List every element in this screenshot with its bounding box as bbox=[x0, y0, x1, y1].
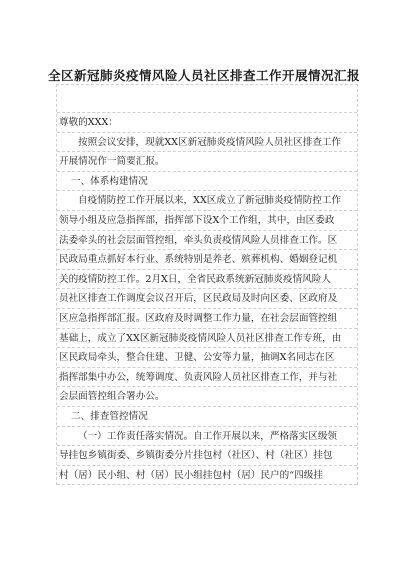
paragraph-line: 区民政局牵头，整合住建、卫健、公安等力量，抽调X名同志在区 bbox=[57, 348, 357, 368]
paragraph-line: 法委牵头的社会层面管控组，牵头负责疫情风险人员排查工作。区 bbox=[57, 231, 357, 251]
paragraph-line: 领导小组及应急指挥部，指挥部下设X个工作组，其中，由区委政 bbox=[57, 211, 357, 231]
salutation: 尊敬的XXX： bbox=[57, 113, 357, 133]
document-body bbox=[56, 84, 358, 485]
document-title: 全区新冠肺炎疫情风险人员社区排查工作开展情况汇报 bbox=[47, 68, 360, 83]
paragraph-line: 开展情况作一简要汇报。 bbox=[57, 152, 357, 172]
paragraph-line: 区应急指挥部汇报。区政府及时调整工作力量，在社会层面管控组 bbox=[57, 309, 357, 329]
paragraph-line: 会层面管控组合署办公。 bbox=[57, 387, 357, 407]
paragraph-line: 员社区排查工作调度会议召开后，区民政局及时向区委、区政府及 bbox=[57, 289, 357, 309]
paragraph-line: 村（居）民小组、村（居）民小组挂包村（居）民户的“四级挂 bbox=[57, 466, 357, 486]
paragraph-line: 民政局重点抓好本行业、系统特别是养老、殡葬机构、婚姻登记机 bbox=[57, 250, 357, 270]
section-heading: 一、体系构建情况 bbox=[57, 172, 357, 192]
paragraph-line: 按照会议安排，现就XX区新冠肺炎疫情风险人员社区排查工作 bbox=[57, 133, 357, 153]
paragraph-line: 导挂包乡镇街委、乡镇街委分片挂包村（社区）、村（社区）挂包 bbox=[57, 446, 357, 466]
paragraph-line: 关的疫情防控工作。2月X日，全省民政系统新冠肺炎疫情风险人 bbox=[57, 270, 357, 290]
paragraph-line: 指挥部集中办公，统筹调度、负责风险人员社区排查工作，并与社 bbox=[57, 368, 357, 388]
section-heading: 二、排查管控情况 bbox=[57, 407, 357, 427]
paragraph-line: 基础上，成立了XX区新冠肺炎疫情风险人员社区排查工作专班，由 bbox=[57, 329, 357, 349]
blank-line bbox=[57, 85, 357, 113]
paragraph-line: （一）工作责任落实情况。自工作开展以来，严格落实区级领 bbox=[57, 427, 357, 447]
paragraph-line: 自疫情防控工作开展以来，XX区成立了新冠肺炎疫情防控工作 bbox=[57, 191, 357, 211]
